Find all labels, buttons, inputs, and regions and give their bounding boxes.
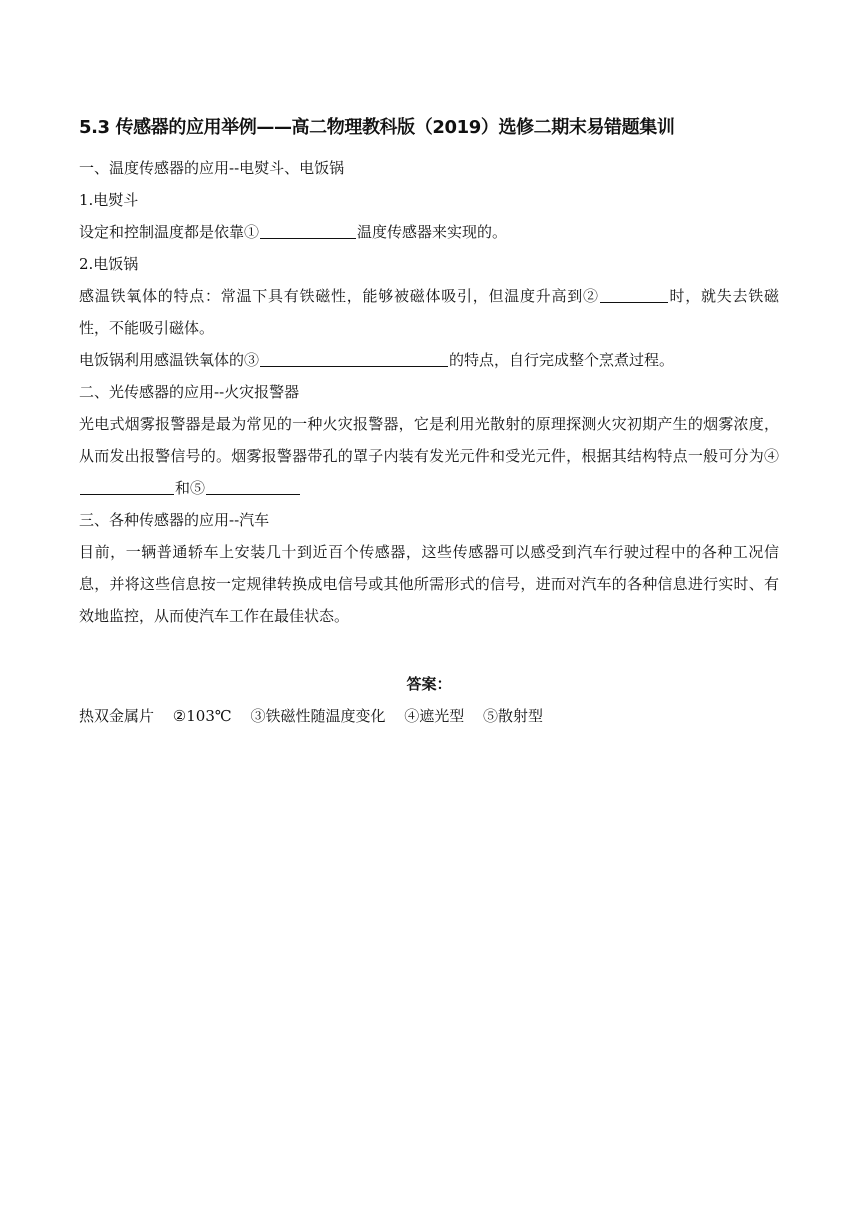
blank-3 [260,349,448,367]
document-title: 5.3 传感器的应用举例——高二物理教科版（2019）选修二期末易错题集训 [79,117,675,138]
paragraph-ferrite-property [79,280,779,344]
section-heading-automobile: 三、各种传感器的应用--汽车 [79,511,270,529]
section-heading-temperature: 一、温度传感器的应用--电熨斗、电饭锅 [79,159,345,177]
text-fragment: 电饭锅利用感温铁氧体的③ [79,351,260,369]
text-fragment: 设定和控制温度都是依靠① [79,223,260,241]
paragraph-electric-iron [79,216,779,248]
paragraph-automobile: 目前，一辆普通轿车上安装几十到近百个传感器，这些传感器可以感受到汽车行驶过程中的各种工况信息，并将这些信息按一定规律转换成电信号或其他所需形式的信号，进而对汽车的各种信息进行实时、有效地监控，从而使汽车工作在最佳状态。 [79,543,779,625]
answer-item: ②103℃ [172,707,232,725]
text-fragment: 和⑤ [175,479,206,497]
subheading-rice-cooker: 2.电饭锅 [79,255,139,273]
paragraph-smoke-alarm [79,408,779,504]
subheading-electric-iron: 1.电熨斗 [79,191,139,209]
answer-item: ④遮光型 [404,707,465,725]
blank-2 [600,285,668,303]
text-fragment: 感温铁氧体的特点：常温下具有铁磁性，能够被磁体吸引，但温度升高到② [79,287,599,305]
text-fragment: 光电式烟雾报警器是最为常见的一种火灾报警器，它是利用光散射的原理探测火灾初期产生的烟雾浓度，从而发出报警信号的。烟雾报警器带孔的罩子内装有发光元件和受光元件，根据其结构特点一般可分为④ [79,415,779,465]
answer-item: ③铁磁性随温度变化 [250,707,386,725]
text-fragment: 的特点，自行完成整个烹煮过程。 [449,351,675,369]
blank-4 [80,477,174,495]
blank-1 [260,221,356,239]
document-content [79,112,779,732]
answer-list [79,700,779,732]
answer-item: ⑤散射型 [483,707,544,725]
answer-item: 热双金属片 [79,707,155,725]
text-fragment: 时，就失去铁磁性，不能吸引磁体。 [79,287,779,337]
section-heading-light: 二、光传感器的应用--火灾报警器 [79,383,300,401]
blank-5 [206,477,300,495]
text-fragment: 温度传感器来实现的。 [357,223,508,241]
answer-heading: 答案： [406,675,452,693]
paragraph-rice-cooker-usage [79,344,779,376]
